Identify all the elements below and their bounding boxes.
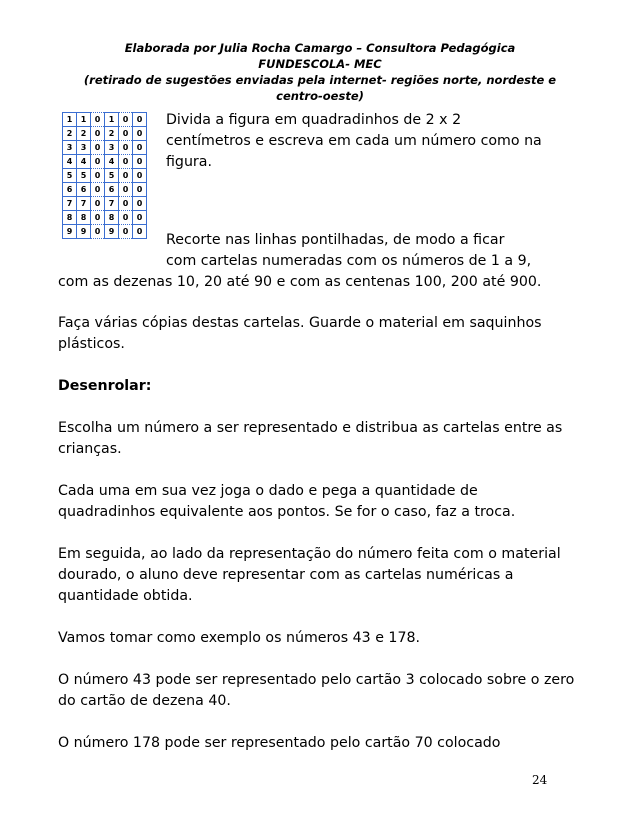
grid-cell: 9 xyxy=(105,225,119,239)
page-number: 24 xyxy=(532,773,548,787)
header-author: Elaborada por Julia Rocha Camargo – Consultora Pedagógica xyxy=(124,41,516,55)
grid-cell: 0 xyxy=(119,169,133,183)
grid-cell: 0 xyxy=(133,141,147,155)
grid-cell: 0 xyxy=(91,225,105,239)
cut-instruction-line-3: com as dezenas 10, 20 até 90 e com as centenas 100, 200 até 900. xyxy=(58,274,542,290)
section-heading-desenrolar: Desenrolar: xyxy=(58,378,152,394)
grid-cell: 6 xyxy=(77,183,91,197)
paragraph-dice: Cada uma em sua vez joga o dado e pega a quantidade de quadradinhos equivalente aos pontos. Se for o caso, faz a troca. xyxy=(58,483,516,520)
paragraph-number-178: O número 178 pode ser representado pelo cartão 70 colocado xyxy=(58,735,501,751)
grid-cell: 0 xyxy=(119,127,133,141)
grid-cell: 0 xyxy=(133,183,147,197)
grid-cell: 1 xyxy=(77,113,91,127)
grid-cell: 0 xyxy=(91,197,105,211)
grid-cell: 0 xyxy=(91,127,105,141)
grid-cell: 5 xyxy=(77,169,91,183)
grid-cell: 9 xyxy=(63,225,77,239)
grid-row xyxy=(63,197,147,211)
grid-row xyxy=(63,211,147,225)
grid-cell: 3 xyxy=(105,141,119,155)
grid-cell: 4 xyxy=(105,155,119,169)
grid-cell: 7 xyxy=(77,197,91,211)
grid-cell: 0 xyxy=(119,155,133,169)
grid-cell: 1 xyxy=(105,113,119,127)
grid-cell: 5 xyxy=(63,169,77,183)
paragraph-copies: Faça várias cópias destas cartelas. Guarde o material em saquinhos plásticos. xyxy=(58,315,542,352)
paragraph-choose-number: Escolha um número a ser representado e distribua as cartelas entre as crianças. xyxy=(58,420,563,457)
grid-cell: 6 xyxy=(63,183,77,197)
header-source-cont: centro-oeste) xyxy=(276,89,364,103)
grid-row xyxy=(63,141,147,155)
grid-cell: 0 xyxy=(91,169,105,183)
grid-cell: 8 xyxy=(105,211,119,225)
grid-row xyxy=(63,113,147,127)
grid-row xyxy=(63,169,147,183)
grid-cell: 4 xyxy=(77,155,91,169)
grid-cell: 8 xyxy=(63,211,77,225)
grid-cell: 0 xyxy=(119,225,133,239)
grid-cell: 0 xyxy=(133,225,147,239)
cut-instruction-line-2: com cartelas numeradas com os números de 1 a 9, xyxy=(166,253,532,269)
grid-cell: 0 xyxy=(91,113,105,127)
grid-cell: 0 xyxy=(133,155,147,169)
number-cards-grid-figure xyxy=(62,112,147,239)
grid-cell: 0 xyxy=(91,211,105,225)
header-source: (retirado de sugestões enviadas pela internet- regiões norte, nordeste e xyxy=(83,73,557,87)
grid-cell: 7 xyxy=(63,197,77,211)
grid-cell: 0 xyxy=(119,183,133,197)
grid-cell: 0 xyxy=(133,197,147,211)
grid-cell: 9 xyxy=(77,225,91,239)
grid-cell: 0 xyxy=(133,169,147,183)
paragraph-number-43: O número 43 pode ser representado pelo cartão 3 colocado sobre o zero do cartão de dezena 40. xyxy=(58,672,575,709)
document-header xyxy=(70,40,570,104)
cut-instruction xyxy=(58,230,578,293)
grid-cell: 0 xyxy=(119,197,133,211)
grid-cell: 6 xyxy=(105,183,119,197)
grid-cell: 0 xyxy=(133,127,147,141)
grid-cell: 0 xyxy=(119,141,133,155)
document-body xyxy=(58,313,578,775)
grid-cell: 0 xyxy=(133,211,147,225)
intro-instruction: Divida a figura em quadradinhos de 2 x 2 centímetros e escreva em cada um número como na figura. xyxy=(166,112,542,170)
grid-row xyxy=(63,127,147,141)
grid-cell: 0 xyxy=(91,141,105,155)
grid-cell: 1 xyxy=(63,113,77,127)
grid-cell: 5 xyxy=(105,169,119,183)
grid-cell: 0 xyxy=(133,113,147,127)
grid-cell: 4 xyxy=(63,155,77,169)
grid-cell: 7 xyxy=(105,197,119,211)
grid-cell: 0 xyxy=(91,183,105,197)
grid-cell: 2 xyxy=(77,127,91,141)
grid-cell: 3 xyxy=(77,141,91,155)
grid-cell: 3 xyxy=(63,141,77,155)
paragraph-example: Vamos tomar como exemplo os números 43 e 178. xyxy=(58,630,421,646)
grid-cell: 0 xyxy=(119,211,133,225)
header-institution: FUNDESCOLA- MEC xyxy=(258,57,382,71)
grid-row xyxy=(63,183,147,197)
cut-instruction-line-1: Recorte nas linhas pontilhadas, de modo a ficar xyxy=(166,232,505,248)
grid-cell: 2 xyxy=(63,127,77,141)
grid-cell: 0 xyxy=(119,113,133,127)
grid-cell: 8 xyxy=(77,211,91,225)
grid-cell: 2 xyxy=(105,127,119,141)
grid-cell: 0 xyxy=(91,155,105,169)
grid-row xyxy=(63,155,147,169)
paragraph-representation: Em seguida, ao lado da representação do número feita com o material dourado, o aluno deve representar com as cartelas numéricas a quantidade obtida. xyxy=(58,546,561,604)
